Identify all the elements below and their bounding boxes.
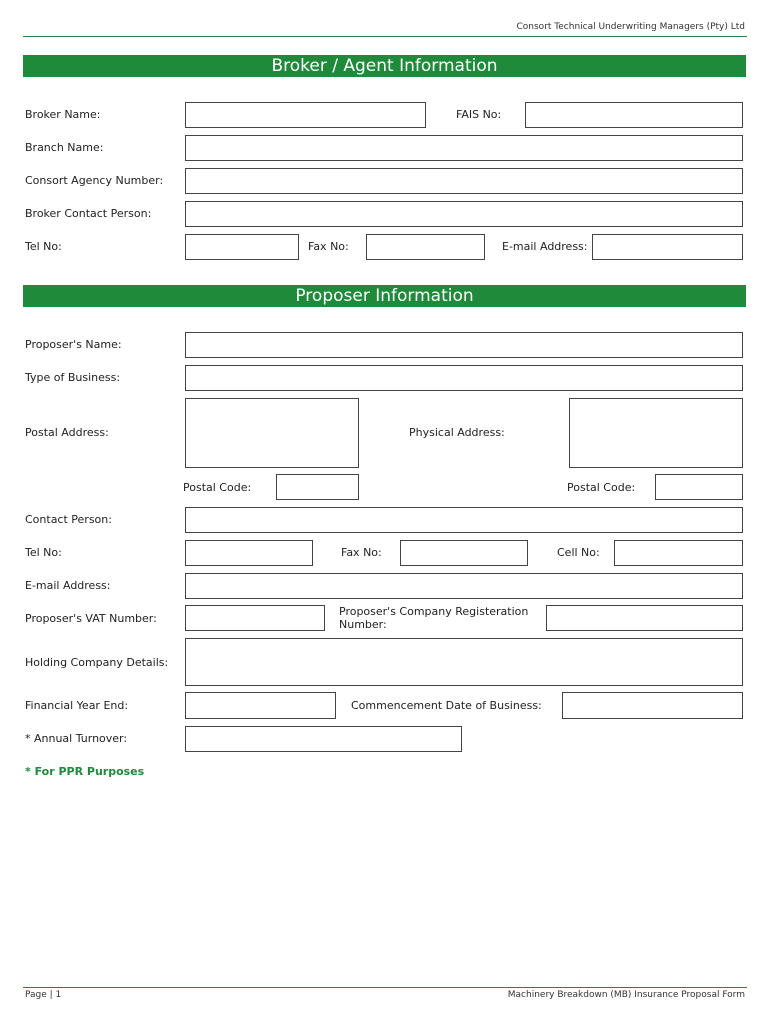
company-header: Consort Technical Underwriting Managers (Pty) Ltd [516, 22, 745, 32]
proposer-fax-label: Fax No: [341, 546, 382, 559]
postal-code-label: Postal Code: [183, 481, 252, 494]
broker-fax-label: Fax No: [308, 240, 349, 253]
broker-section-title: Broker / Agent Information [23, 55, 746, 77]
footer-divider [23, 987, 747, 988]
holding-company-label: Holding Company Details: [25, 656, 169, 669]
broker-fax-field[interactable] [366, 234, 485, 260]
broker-name-field[interactable] [185, 102, 426, 128]
proposer-tel-label: Tel No: [25, 546, 62, 559]
broker-name-label: Broker Name: [25, 108, 101, 121]
branch-name-field[interactable] [185, 135, 743, 161]
page-number: Page | 1 [25, 990, 62, 1000]
cell-no-field[interactable] [614, 540, 743, 566]
broker-email-label: E-mail Address: [502, 240, 588, 253]
vat-number-field[interactable] [185, 605, 325, 631]
ppr-purposes-note: * For PPR Purposes [25, 765, 145, 778]
proposer-name-field[interactable] [185, 332, 743, 358]
agency-number-label: Consort Agency Number: [25, 174, 164, 187]
annual-turnover-field[interactable] [185, 726, 462, 752]
physical-postal-code-field[interactable] [655, 474, 743, 500]
physical-postal-code-label: Postal Code: [567, 481, 636, 494]
proposer-fax-field[interactable] [400, 540, 528, 566]
business-type-field[interactable] [185, 365, 743, 391]
company-reg-label-line1: Proposer's Company Registeration [339, 605, 529, 618]
annual-turnover-label: * Annual Turnover: [25, 732, 128, 745]
postal-address-field[interactable] [185, 398, 359, 468]
branch-name-label: Branch Name: [25, 141, 104, 154]
financial-year-end-field[interactable] [185, 692, 336, 719]
physical-address-label: Physical Address: [409, 426, 505, 439]
cell-no-label: Cell No: [557, 546, 600, 559]
company-reg-field[interactable] [546, 605, 743, 631]
physical-address-field[interactable] [569, 398, 743, 468]
postal-address-label: Postal Address: [25, 426, 109, 439]
proposer-name-label: Proposer's Name: [25, 338, 122, 351]
company-reg-label [339, 605, 528, 631]
holding-company-field[interactable] [185, 638, 743, 686]
commencement-date-label: Commencement Date of Business: [351, 699, 542, 712]
header-divider [23, 36, 747, 37]
commencement-date-field[interactable] [562, 692, 743, 719]
contact-person-label: Contact Person: [25, 513, 112, 526]
proposer-section-title: Proposer Information [23, 285, 746, 307]
contact-person-field[interactable] [185, 507, 743, 533]
broker-tel-field[interactable] [185, 234, 299, 260]
proposer-tel-field[interactable] [185, 540, 313, 566]
company-reg-label-line2: Number: [339, 618, 387, 631]
business-type-label: Type of Business: [25, 371, 121, 384]
fais-no-label: FAIS No: [456, 108, 502, 121]
vat-number-label: Proposer's VAT Number: [25, 612, 157, 625]
form-title-footer: Machinery Breakdown (MB) Insurance Proposal Form [507, 990, 745, 1000]
broker-email-field[interactable] [592, 234, 743, 260]
fais-no-field[interactable] [525, 102, 743, 128]
broker-contact-label: Broker Contact Person: [25, 207, 152, 220]
broker-tel-label: Tel No: [25, 240, 62, 253]
financial-year-end-label: Financial Year End: [25, 699, 129, 712]
agency-number-field[interactable] [185, 168, 743, 194]
proposer-email-label: E-mail Address: [25, 579, 111, 592]
proposer-email-field[interactable] [185, 573, 743, 599]
broker-contact-field[interactable] [185, 201, 743, 227]
postal-code-field[interactable] [276, 474, 359, 500]
